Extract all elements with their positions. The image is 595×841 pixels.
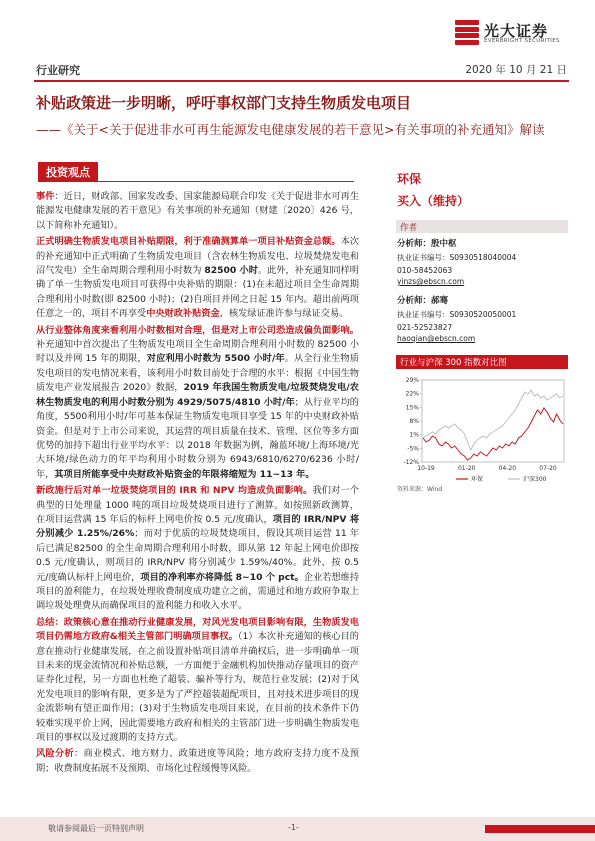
body-text: 。从全行业生物质发电项目的发电情况来看，该利用小时数目前处于合理的水平：根据《中国生物质发电产业发展报告 2020》数据， bbox=[36, 353, 360, 394]
highlight-text: 正式明确生物质发电项目补贴期限，利于准确测算单一项目补贴资金总额。 bbox=[36, 236, 341, 248]
x-tick-label: 10-19 bbox=[417, 465, 435, 472]
report-title: 补贴政策进一步明晰，呼吁事权部门支持生物质发电项目 bbox=[36, 94, 412, 112]
body-text: 。此外，补充通知同样明确了单一生物质发电项目可获得中央补贴的期限：(1)在未超过项目全生命周期合理利用小时数(即 82500 小时)；(2)自项目并网之日起 15 年内。超出前两项任意之一的，项目不再享受 bbox=[36, 265, 359, 320]
bold-text: 82500 小时 bbox=[204, 265, 258, 277]
analyst-block-1 bbox=[397, 238, 567, 286]
legend-label: 沪深300 bbox=[523, 476, 547, 483]
page-number: -1- bbox=[288, 823, 299, 832]
y-tick-label: 8% bbox=[409, 418, 419, 425]
company-logo bbox=[455, 20, 583, 48]
body-text: 我们对一个典型的日处理量 1000 吨的项目垃圾焚烧项目进行了测算。如按照新政测算，在项目运营满 15 年后的标杆上网电价按 0.5 元/度确认， bbox=[36, 485, 359, 525]
analyst-phone: 021-52523827 bbox=[397, 323, 453, 332]
brand-name: 光大证券 bbox=[484, 22, 549, 40]
authors-header bbox=[396, 220, 568, 233]
footer-accent-bar bbox=[485, 825, 595, 833]
body-text: ，核发绿证准许参与绿证交易。 bbox=[219, 308, 349, 320]
analyst-name: 分析师：殷中枢 bbox=[397, 239, 457, 249]
highlight-text: 新政施行后对单一垃圾焚烧项目的 IRR 和 NPV 均造成负面影响。 bbox=[36, 485, 313, 497]
chart-source: 资料来源：Wind bbox=[397, 486, 443, 493]
header-divider bbox=[34, 80, 569, 82]
highlight-text: 中央财政补贴资金 bbox=[146, 308, 220, 320]
report-date: 2020 年 10 月 21 日 bbox=[465, 64, 567, 76]
series-line-0 bbox=[423, 408, 563, 460]
highlight-text: 事件 bbox=[36, 191, 55, 202]
x-tick-label: 04-20 bbox=[498, 465, 517, 472]
rating-label: 买入（维持） bbox=[397, 194, 470, 208]
bold-text: 项目的净利率亦将降低 8~10 个 pct。 bbox=[140, 571, 304, 583]
brand-name-en: EVERBRIGHT SECURITIES bbox=[484, 38, 560, 44]
authors-title: 作者 bbox=[400, 223, 418, 233]
highlight-text: 风险分析 bbox=[36, 748, 75, 760]
chart-title: 行业与沪深 300 指数对比图 bbox=[400, 358, 507, 368]
section-header bbox=[38, 164, 354, 182]
body-text: ；而对于优质的垃圾焚烧项目，假设其项目运营 11 年后已满足82500 的全生命周期合理利用小时数，即从第 12 年起上网电价即按 0.5 元/度确认，则项目的 IRR/NPV 将分别减少 1.59%/40%。此外，按 0.5 元/度确认标杆上网电价， bbox=[36, 528, 360, 583]
x-tick-label: 07-20 bbox=[539, 465, 557, 472]
main-text bbox=[36, 190, 359, 778]
y-tick-label: -12% bbox=[403, 459, 419, 466]
series-line-1 bbox=[423, 390, 563, 450]
chart-header bbox=[396, 355, 568, 369]
paragraph bbox=[36, 235, 359, 321]
body-text: ：商业模式、地方财力、政策进度等风险；地方政府支持力度不及预期；收费制度拓展不及预期、市场化过程缓慢等风险。 bbox=[36, 748, 360, 774]
paragraph bbox=[36, 324, 359, 482]
y-tick-label: 15% bbox=[405, 404, 419, 412]
analyst-cert: 执业证书编号：S0930518040004 bbox=[397, 253, 517, 262]
bold-text: 对应利用小时数为 5500 小时/年 bbox=[146, 353, 285, 365]
report-subtitle: ——《关于<关于促进非水可再生能源发电健康发展的若干意见>有关事项的补充通知》解读 bbox=[36, 122, 545, 137]
bold-text: 其项目所能享受中央财政补贴资金的年限将缩短为 11~13 年。 bbox=[54, 468, 315, 480]
analyst-phone: 010-58452063 bbox=[397, 266, 453, 275]
y-tick-label: -5% bbox=[407, 445, 419, 453]
x-tick-label: 01-20 bbox=[457, 465, 476, 472]
y-tick-label: 1% bbox=[409, 431, 419, 439]
index-comparison-chart bbox=[396, 374, 568, 484]
section-title: 投资观点 bbox=[38, 162, 98, 182]
paragraph bbox=[36, 190, 359, 233]
paragraph bbox=[36, 484, 359, 614]
body-text: ；从行业平均的角度，5500利用小时/年可基本保证生物质发电项目享受 15 年的中央财政补贴资金。但是对于上市公司来说，其运营的项目质量在技术、管理、区位等多方面优势的加持下超出行业平均水平：以 2018 年数据为例，瀚蓝环境/上海环境/光大环境/绿色动力的年平均利用小时数分别为 6943/6810/6270/6236 小时/年， bbox=[36, 396, 359, 480]
report-category: 行业研究 bbox=[36, 64, 80, 77]
legend-label: 环保 bbox=[471, 476, 484, 483]
body-text: 补充通知中首次提出了生物质发电项目全生命周期合理利用小时数的 82500 小时以及并网 15 年的期限， bbox=[36, 339, 359, 365]
body-text: 本次的补充通知中正式明确了生物质发电项目（含农林生物质发电、垃圾焚烧发电和沼气发电）全生命周期合理利用小时数为 bbox=[36, 236, 360, 277]
analyst-email[interactable]: yinzs@ebscn.com bbox=[397, 277, 465, 286]
y-tick-label: 29% bbox=[405, 377, 419, 384]
paragraph bbox=[36, 747, 359, 776]
paragraph bbox=[36, 616, 359, 746]
page-footer bbox=[0, 817, 595, 841]
highlight-text: 从行业整体角度来看利用小时数相对合理，但是对上市公司恐造成偏负面影响。 bbox=[36, 324, 359, 336]
analyst-cert: 执业证书编号：S0930520050001 bbox=[397, 310, 517, 319]
body-text: 企业若想维持项目的盈利能力，在垃圾处理收费制度成功建立之前，需通过和地方政府争取上调垃圾处理费从而确保项目的盈利能力和收入水平。 bbox=[36, 571, 360, 612]
footer-disclaimer[interactable]: 敬请参阅最后一页特别声明 bbox=[48, 824, 144, 833]
analyst-block-2 bbox=[397, 295, 567, 343]
brand-mark-icon bbox=[455, 20, 479, 44]
bold-text: 2019 年我国生物质发电/垃圾焚烧发电/农林生物质发电的利用小时数分别为 4929/5075/4810 小时/年 bbox=[36, 382, 359, 408]
industry-label: 环保 bbox=[397, 172, 422, 186]
analyst-name: 分析师：郝骞 bbox=[397, 296, 449, 306]
plot-frame bbox=[422, 380, 564, 462]
analyst-email[interactable]: haoqian@ebscn.com bbox=[397, 334, 476, 343]
y-tick-label: 22% bbox=[405, 390, 419, 398]
body-text: （1）本次补充通知的核心目的意在推动行业健康发展，在之前设置补贴项目清单并确权后，进一步明确单一项目未来的现金流情况和补贴总额，一方面便于金融机构加快推动存量项目的资产证券化过程，另一方面也杜绝了超装、骗补等行为，规范行业发展；(2)对于风光发电项目的影响有限，更多是为了严控超装超配项目，且对技术进步项目的现金流影响有望正面作用；(3)对于生物质发电项目来说，在目前的技术条件下仍较难实现平价上网，因此需要地方政府和相关的主管部门进一步明确生物质发电项目的事权以及过渡期的支持方式。 bbox=[36, 631, 359, 744]
body-text: ：近日，财政部、国家发改委、国家能源局联合印发《关于促进非水可再生能源发电健康发展的若干意见》有关事项的补充通知（财建〔2020〕426 号，以下简称补充通知）。 bbox=[36, 191, 360, 231]
highlight-text: 总结：政策核心意在推动行业健康发展，对风光发电项目影响有限，生物质发电项目仍需地方政府&相关主管部门明确项目事权。 bbox=[36, 616, 359, 643]
bold-text: 项目的 IRR/NPV 将分别减少 1.25%/26% bbox=[36, 513, 360, 540]
